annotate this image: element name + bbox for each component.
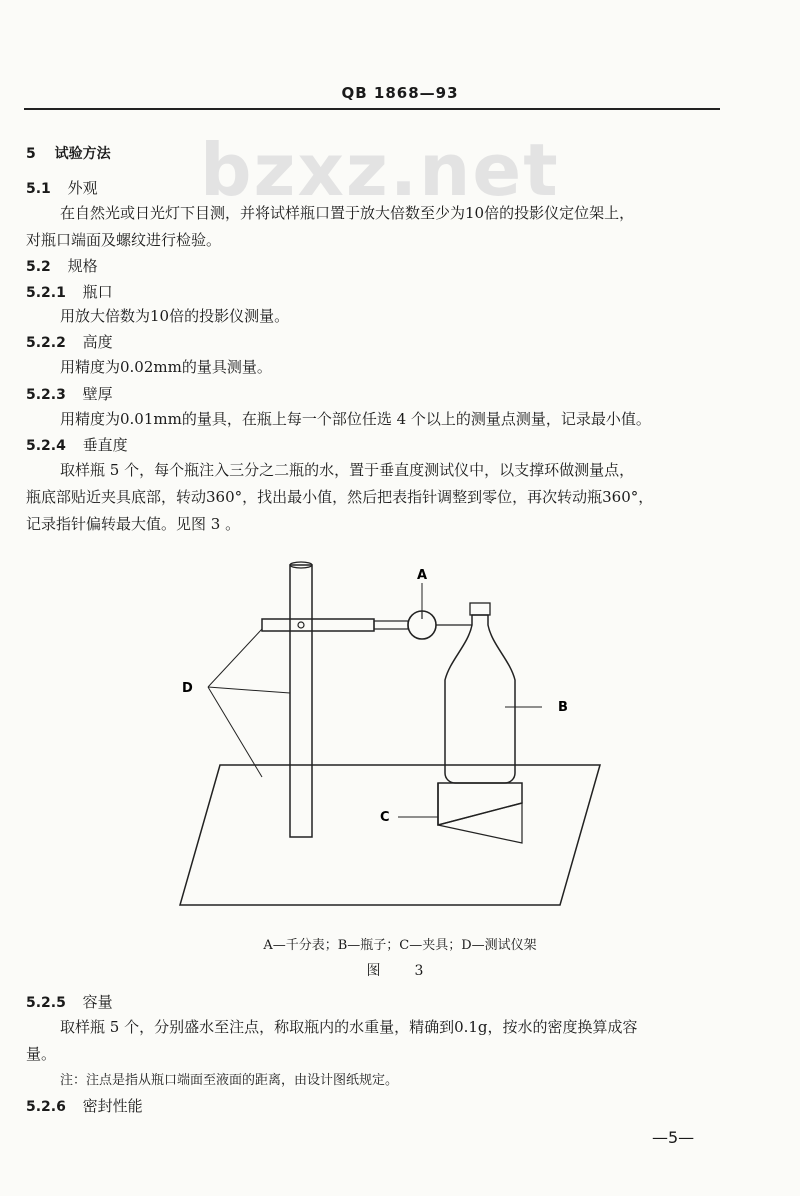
section-title: 试验方法 (54, 146, 111, 162)
heading-title: 高度 (82, 333, 113, 351)
heading-number: 5.2.2 (26, 335, 66, 351)
paragraph-5-1-line2: 对瓶口端面及螺纹进行检验。 (26, 231, 222, 249)
heading-number: 5.2.3 (26, 387, 66, 403)
heading-5-2-6 (26, 1096, 143, 1117)
label-a: A (417, 568, 428, 583)
heading-5-2-2 (26, 332, 113, 353)
heading-5-2-5 (26, 992, 113, 1013)
heading-5-2 (26, 256, 98, 277)
figure-number: 图 3 (366, 963, 434, 979)
bottle-cap (470, 603, 490, 615)
heading-title: 容量 (82, 993, 113, 1011)
paragraph-5-2-5-line2: 量。 (26, 1045, 57, 1063)
page-number: —5— (652, 1128, 695, 1147)
paragraph-5-2-2: 用精度为0.02mm的量具测量。 (60, 358, 272, 376)
note-5-2-5: 注：注点是指从瓶口端面至液面的距离，由设计图纸规定。 (60, 1073, 399, 1088)
heading-title: 外观 (67, 179, 98, 197)
section-number: 5 (26, 146, 36, 162)
figure-caption: A—千分表；B—瓶子；C—夹具；D—测试仪架 (263, 938, 537, 953)
bottle (445, 615, 515, 783)
heading-5-2-3 (26, 384, 113, 405)
heading-number: 5.2.1 (26, 285, 66, 301)
header-rule (24, 108, 720, 110)
paragraph-5-2-1: 用放大倍数为10倍的投影仪测量。 (60, 307, 290, 325)
heading-number: 5.2.4 (26, 438, 66, 454)
fixture-top (438, 783, 522, 825)
horizontal-arm (262, 619, 374, 631)
fixture-wedge (438, 803, 522, 843)
heading-title: 规格 (67, 257, 98, 275)
heading-5-2-1 (26, 282, 113, 303)
paragraph-5-1-line1: 在自然光或日光灯下目测，并将试样瓶口置于放大倍数至少为10倍的投影仪定位架上， (60, 204, 635, 222)
heading-5-2-4 (26, 435, 128, 456)
heading-title: 密封性能 (82, 1097, 143, 1115)
standard-code-header: QB 1868—93 (341, 84, 459, 102)
heading-number: 5.2.6 (26, 1099, 66, 1115)
heading-number: 5.1 (26, 181, 51, 197)
label-b: B (558, 700, 568, 715)
paragraph-5-2-4-line1: 取样瓶 5 个，每个瓶注入三分之二瓶的水，置于垂直度测试仪中，以支撑环做测量点， (60, 461, 635, 479)
watermark: bzxz.net (200, 128, 560, 212)
label-d-leader-base (208, 687, 262, 777)
paragraph-5-2-3: 用精度为0.01mm的量具，在瓶上每一个部位任选 4 个以上的测量点测量，记录最小值。 (60, 410, 651, 428)
heading-title: 瓶口 (82, 283, 113, 301)
stand-rod (290, 565, 312, 837)
heading-number: 5.2.5 (26, 995, 66, 1011)
label-d-leader-rod (208, 687, 290, 693)
arm-extension (374, 621, 408, 629)
paragraph-5-2-4-line2: 瓶底部贴近夹具底部，转动360°，找出最小值，然后把表指针调整到零位，再次转动瓶360°， (26, 488, 654, 506)
heading-title: 垂直度 (82, 436, 128, 454)
label-d-leader-arm (208, 629, 262, 687)
heading-number: 5.2 (26, 259, 51, 275)
figure-3-drawing (170, 555, 610, 910)
base-plate (180, 765, 600, 905)
section-heading (26, 144, 111, 164)
label-d: D (182, 681, 193, 696)
paragraph-5-2-5-line1: 取样瓶 5 个，分别盛水至注点，称取瓶内的水重量，精确到0.1g，按水的密度换算成容 (60, 1018, 638, 1036)
paragraph-5-2-4-line3: 记录指针偏转最大值。见图 3 。 (26, 515, 241, 533)
label-c: C (380, 810, 390, 825)
heading-5-1 (26, 178, 98, 199)
heading-title: 壁厚 (82, 385, 113, 403)
arm-clamp (298, 622, 304, 628)
